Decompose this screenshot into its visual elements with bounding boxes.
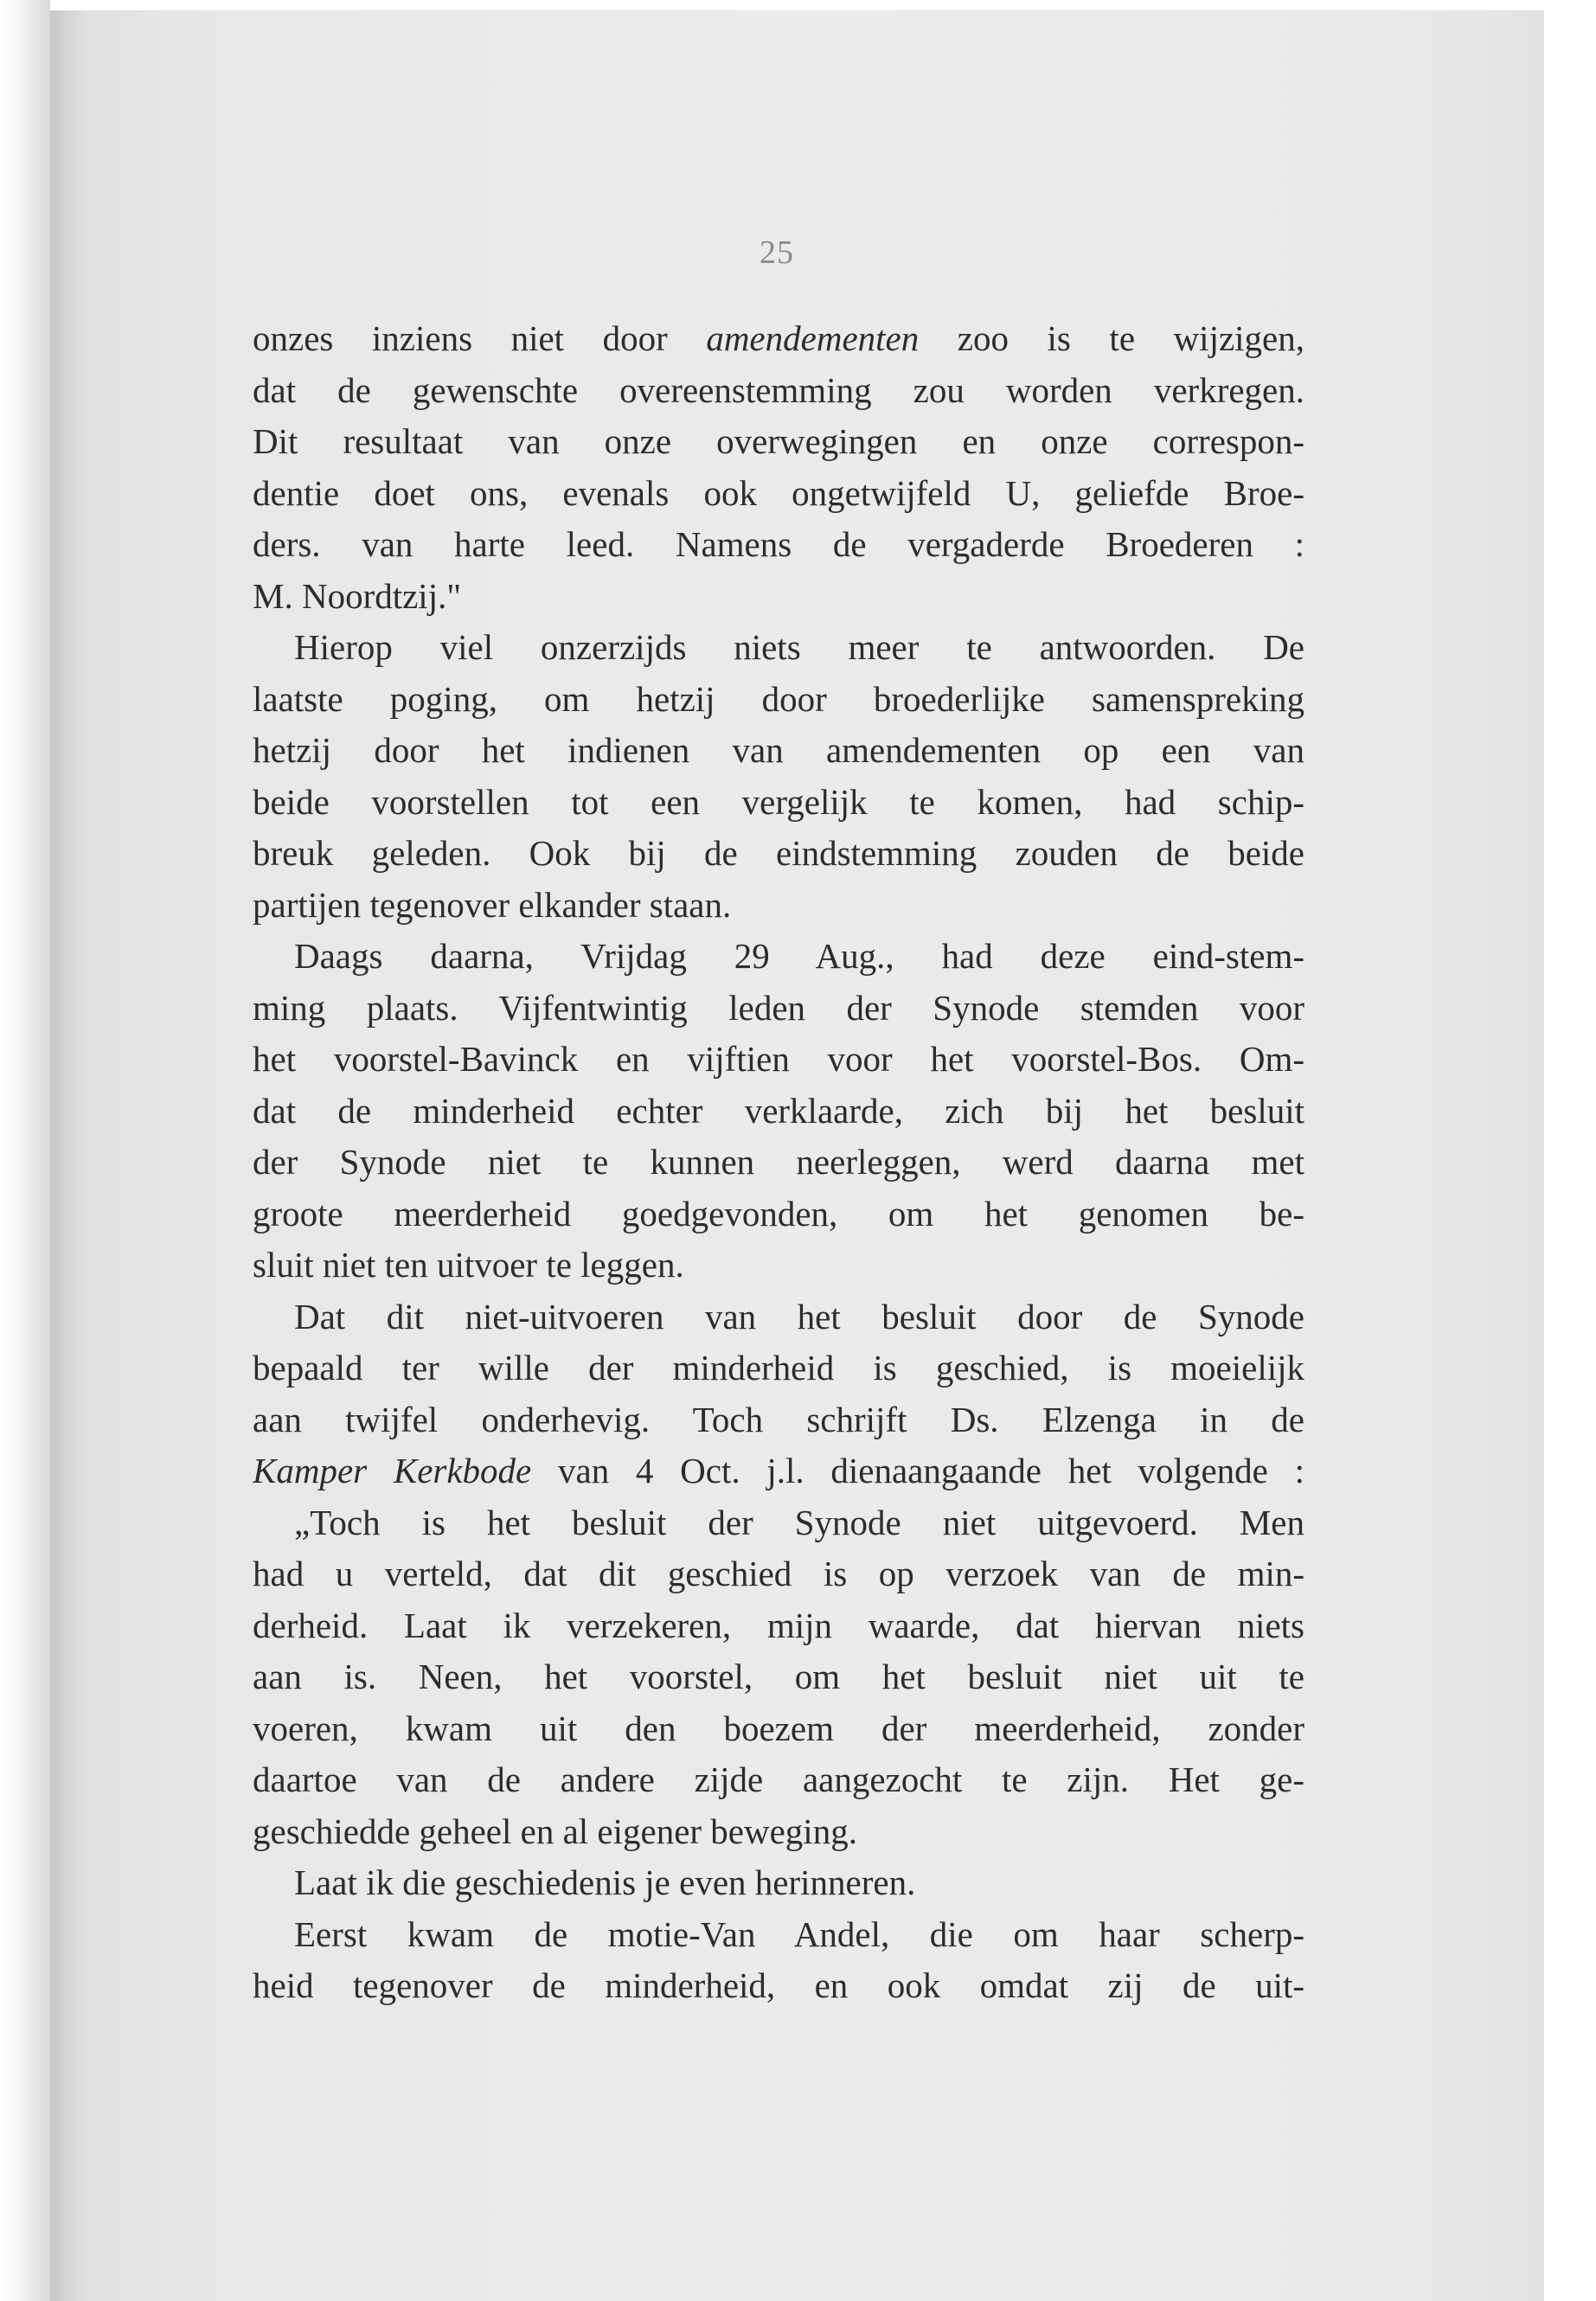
text-line: [253, 1445, 1304, 1497]
scan-margin-right: [1544, 0, 1596, 2301]
text-line: beide voorstellen tot een vergelijk te komen, had schip-: [253, 781, 1304, 822]
text-line: had u verteld, dat dit geschied is op verzoek van de min-: [253, 1554, 1304, 1593]
text-line: bepaald ter wille der minderheid is geschied, is moeielijk: [253, 1348, 1304, 1388]
text-line: Daags daarna, Vrijdag 29 Aug., had deze eind-stem-: [294, 936, 1304, 976]
line-text: onzes inziens niet door: [253, 318, 707, 358]
text-line: geschiedde geheel en al eigener beweging.: [253, 1811, 857, 1851]
text-line: aan is. Neen, het voorstel, om het besluit niet uit te: [253, 1657, 1304, 1696]
text-line: dentie doet ons, evenals ook ongetwijfeld U, geliefde Broe-: [253, 472, 1304, 513]
text-line: dat de gewenschte overeenstemming zou worden verkregen.: [253, 369, 1304, 410]
text-line: partijen tegenover elkander staan.: [253, 884, 732, 925]
text-line: het voorstel-Bavinck en vijftien voor het voorstel-Bos. Om-: [253, 1039, 1304, 1079]
body-text: [253, 313, 1304, 2012]
text-line: ming plaats. Vijfentwintig leden der Synode stemden voor: [253, 987, 1304, 1028]
text-line: derheid. Laat ik verzekeren, mijn waarde, dat hiervan niets: [253, 1605, 1304, 1645]
text-line: sluit niet ten uitvoer te leggen.: [253, 1245, 684, 1285]
text-line: voeren, kwam uit den boezem der meerderheid, zonder: [253, 1708, 1304, 1748]
text-line: aan twijfel onderhevig. Toch schrijft Ds. Elzenga in de: [253, 1399, 1304, 1439]
text-line: heid tegenover de minderheid, en ook omdat zij de uit-: [253, 1965, 1304, 2005]
italic-title: Kamper Kerkbode: [253, 1451, 532, 1490]
page-number: 25: [760, 234, 794, 271]
text-line: dat de minderheid echter verklaarde, zich bij het besluit: [253, 1090, 1304, 1131]
text-line: hetzij door het indienen van amendementen op een van: [253, 730, 1304, 770]
text-line: ders. van harte leed. Namens de vergaderde Broederen :: [253, 524, 1304, 564]
text-line: M. Noordtzij.": [253, 575, 462, 616]
text-line: Dat dit niet-uitvoeren van het besluit door de Synode: [294, 1296, 1304, 1336]
text-line: der Synode niet te kunnen neerleggen, werd daarna met: [253, 1142, 1304, 1182]
text-line: Hierop viel onzerzijds niets meer te antwoorden. De: [294, 627, 1304, 667]
line-text: van 4 Oct. j.l. dienaangaande het volgende :: [531, 1451, 1304, 1490]
text-line: Eerst kwam de motie-Van Andel, die om haar scherp-: [294, 1913, 1304, 1954]
italic-term: amendementen: [706, 318, 920, 358]
line-text: zoo is te wijzigen,: [919, 318, 1304, 358]
text-line: daartoe van de andere zijde aangezocht te zijn. Het ge-: [253, 1759, 1304, 1799]
text-line: breuk geleden. Ook bij de eindstemming zouden de beide: [253, 833, 1304, 873]
text-line: laatste poging, om hetzij door broederlijke samenspreking: [253, 678, 1304, 719]
scan-margin-left: [0, 0, 50, 2301]
text-line: groote meerderheid goedgevonden, om het genomen be-: [253, 1193, 1304, 1234]
text-line: Dit resultaat van onze overwegingen en onze correspon-: [253, 421, 1304, 461]
text-line: [253, 313, 1304, 365]
text-line: „Toch is het besluit der Synode niet uitgevoerd. Men: [294, 1502, 1304, 1542]
text-line: Laat ik die geschiedenis je even herinneren.: [294, 1862, 916, 1902]
